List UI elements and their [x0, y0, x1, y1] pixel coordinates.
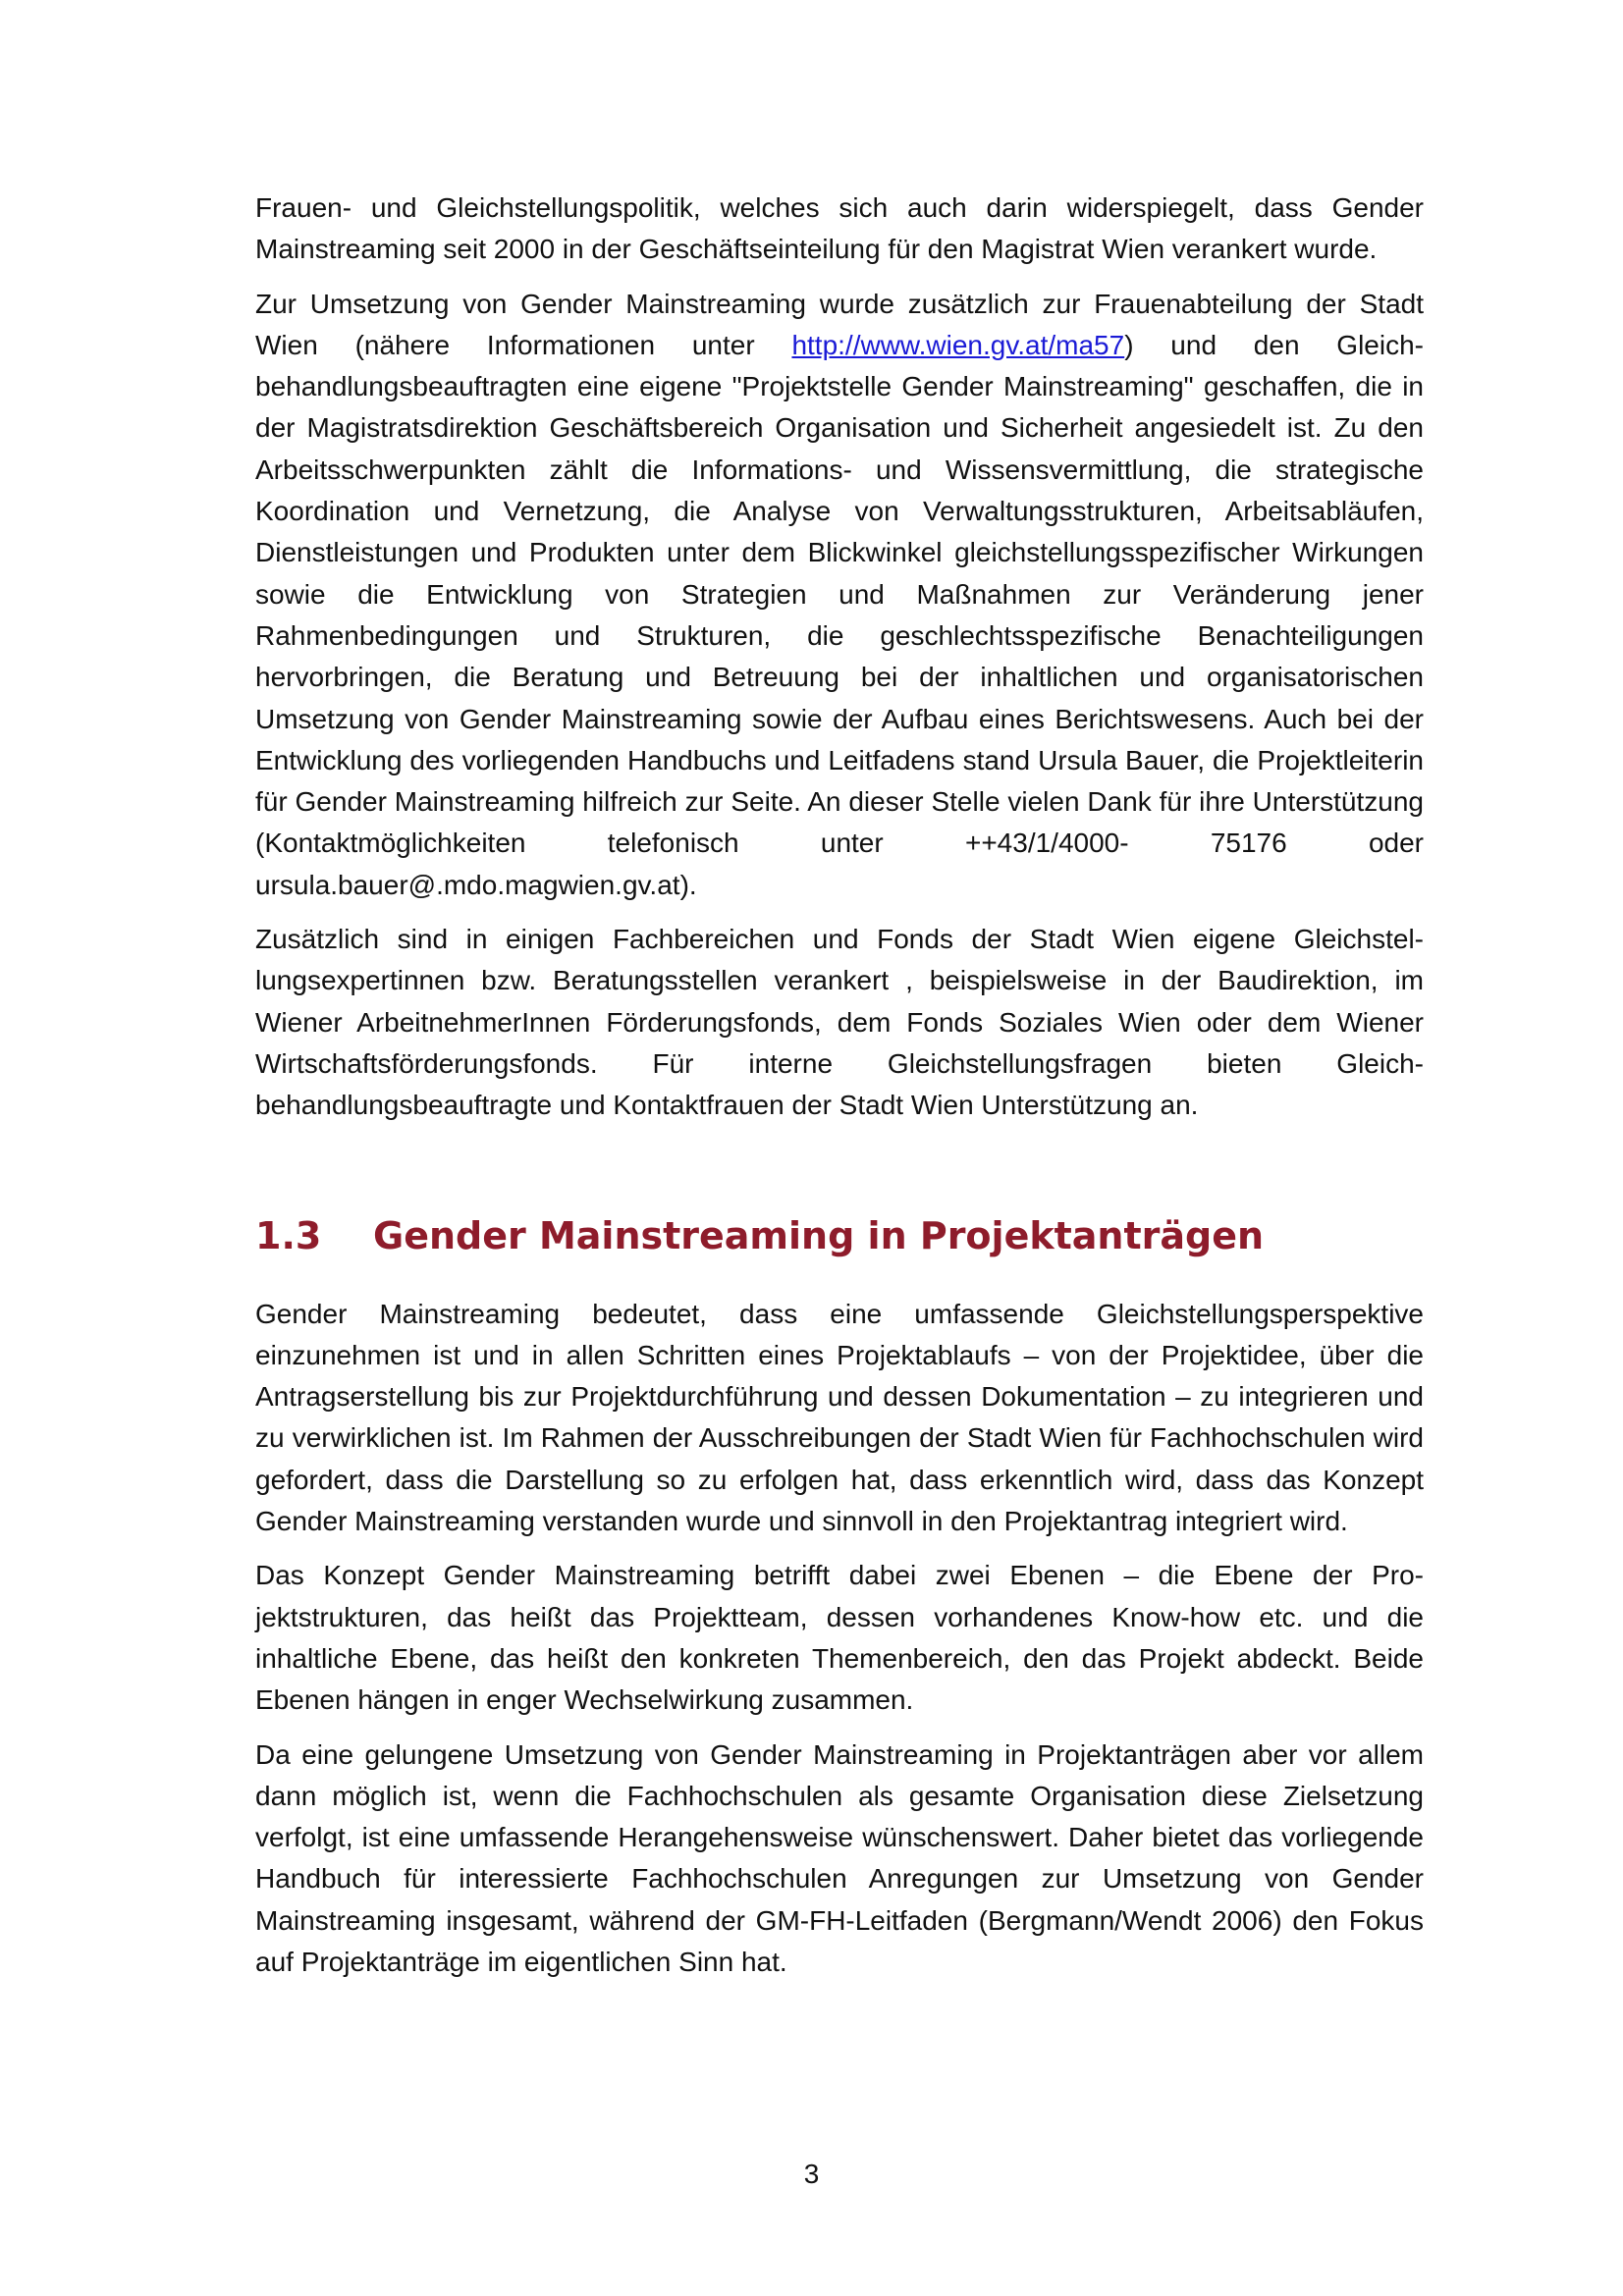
ma57-link[interactable]: http://www.wien.gv.at/ma57	[791, 329, 1125, 360]
paragraph-frauenpolitik: Frauen- und Gleichstellungspolitik, welches sich auch darin widerspiegelt, dass Gender Mainstreaming seit 2000 in der Geschäftseinteilung für den Magistrat Wien verankert wurde.	[255, 192, 1424, 265]
paragraph-projektstelle-text-end: ) und den Gleichbehandlungsbeauftragten eine eigene "Projektstelle Gender Mainstreaming" geschaffen, die in der Magistratsdirektion Geschäftsbereich Organisation und Sicherheit angesiedelt ist. Zu den Arbeitsschwerpunkten zählt die Informations- und Wissensvermittlung, die strategische Koordination und Vernetzung, die Analyse von Verwaltungsstrukturen, Arbeitsabläufen, Dienstleistungen und Produkten unter dem Blickwinkel gleichstellungsspezifischer Wirkungen sowie die Entwicklung von Strategien und Maßnahmen zur Veränderung jener Rahmenbedingungen und Strukturen, die geschlechtsspezifische Benachteiligungen hervorbringen, die Beratung und Betreuung bei der inhaltlichen und organisatorischen Umsetzung von Gender Mainstreaming sowie der Aufbau eines Berichtswesens. Auch bei der Entwicklung des vorliegenden Handbuchs und Leitfadens stand Ursula Bauer, die Projektleiterin für Gender Mainstreaming hilfreich zur Seite. An dieser Stelle vielen Dank für ihre Unterstützung (Kontaktmöglichkeiten telefonisch unter ++43/1/4000- 75176 oder ursula.bauer@.mdo.magwien.gv.at).	[255, 329, 1424, 900]
section-number: 1.3	[255, 1213, 322, 1257]
paragraph-projektstelle-text-start: Zur Umsetzung von Gender Mainstreaming wurde zusätzlich zur Frauenabteilung der Stadt Wien (nähere Informationen unter	[255, 288, 1424, 360]
paragraph-umsetzung: Da eine gelungene Umsetzung von Gender Mainstreaming in Projektanträgen aber vor allem dann möglich ist, wenn die Fachhochschulen als gesamte Organisation diese Zielsetzung verfolgt, ist eine umfassende Herangehensweise wünschenswert. Daher bietet das vorliegende Handbuch für interessierte Fachhochschulen Anregungen zur Umsetzung von Gender Mainstreaming insgesamt, während der GM-FH-Leitfaden (Bergmann/Wendt 2006) den Fokus auf Projektanträge im eigentlichen Sinn hat.	[255, 1738, 1424, 1977]
section-heading	[255, 1213, 1424, 1258]
paragraph-zwei-ebenen: Das Konzept Gender Mainstreaming betrifft dabei zwei Ebenen – die Ebene der Projektstrukturen, das heißt das Projektteam, dessen vorhandenes Know-how etc. und die inhaltliche Ebene, das heißt den konkreten Themenbereich, den das Projekt abdeckt. Beide Ebenen hängen in enger Wechselwirkung zusammen.	[255, 1560, 1424, 1716]
section-title: Gender Mainstreaming in Projektanträgen	[373, 1213, 1265, 1257]
paragraph-projektstelle	[255, 284, 1424, 906]
paragraph-gm-bedeutung: Gender Mainstreaming bedeutet, dass eine umfassende Gleichstellungsperspektive einzunehmen ist und in allen Schritten eines Projektablaufs – von der Projektidee, über die Antragserstellung bis zur Projektdurchführung und dessen Dokumentation – zu integrieren und zu verwirklichen ist. Im Rahmen der Ausschreibungen der Stadt Wien für Fachhochschulen wird gefordert, dass die Darstellung so zu erfolgen hat, dass erkenntlich wird, dass das Konzept Gender Mainstreaming verstanden wurde und sinnvoll in den Projektantrag integriert wird.	[255, 1298, 1424, 1537]
paragraph-fachbereiche: Zusätzlich sind in einigen Fachbereichen und Fonds der Stadt Wien eigene Gleichstellungsexpertinnen bzw. Beratungsstellen verankert , beispielsweise in der Baudirektion, im Wiener ArbeitnehmerInnen Förderungsfonds, dem Fonds Soziales Wien oder dem Wiener Wirtschaftsförderungsfonds. Für interne Gleichstellungsfragen bieten Gleichbehandlungsbeauftragte und Kontaktfrauen der Stadt Wien Unterstützung an.	[255, 924, 1424, 1121]
page-content	[255, 187, 1424, 1983]
page-number: 3	[803, 2159, 820, 2189]
